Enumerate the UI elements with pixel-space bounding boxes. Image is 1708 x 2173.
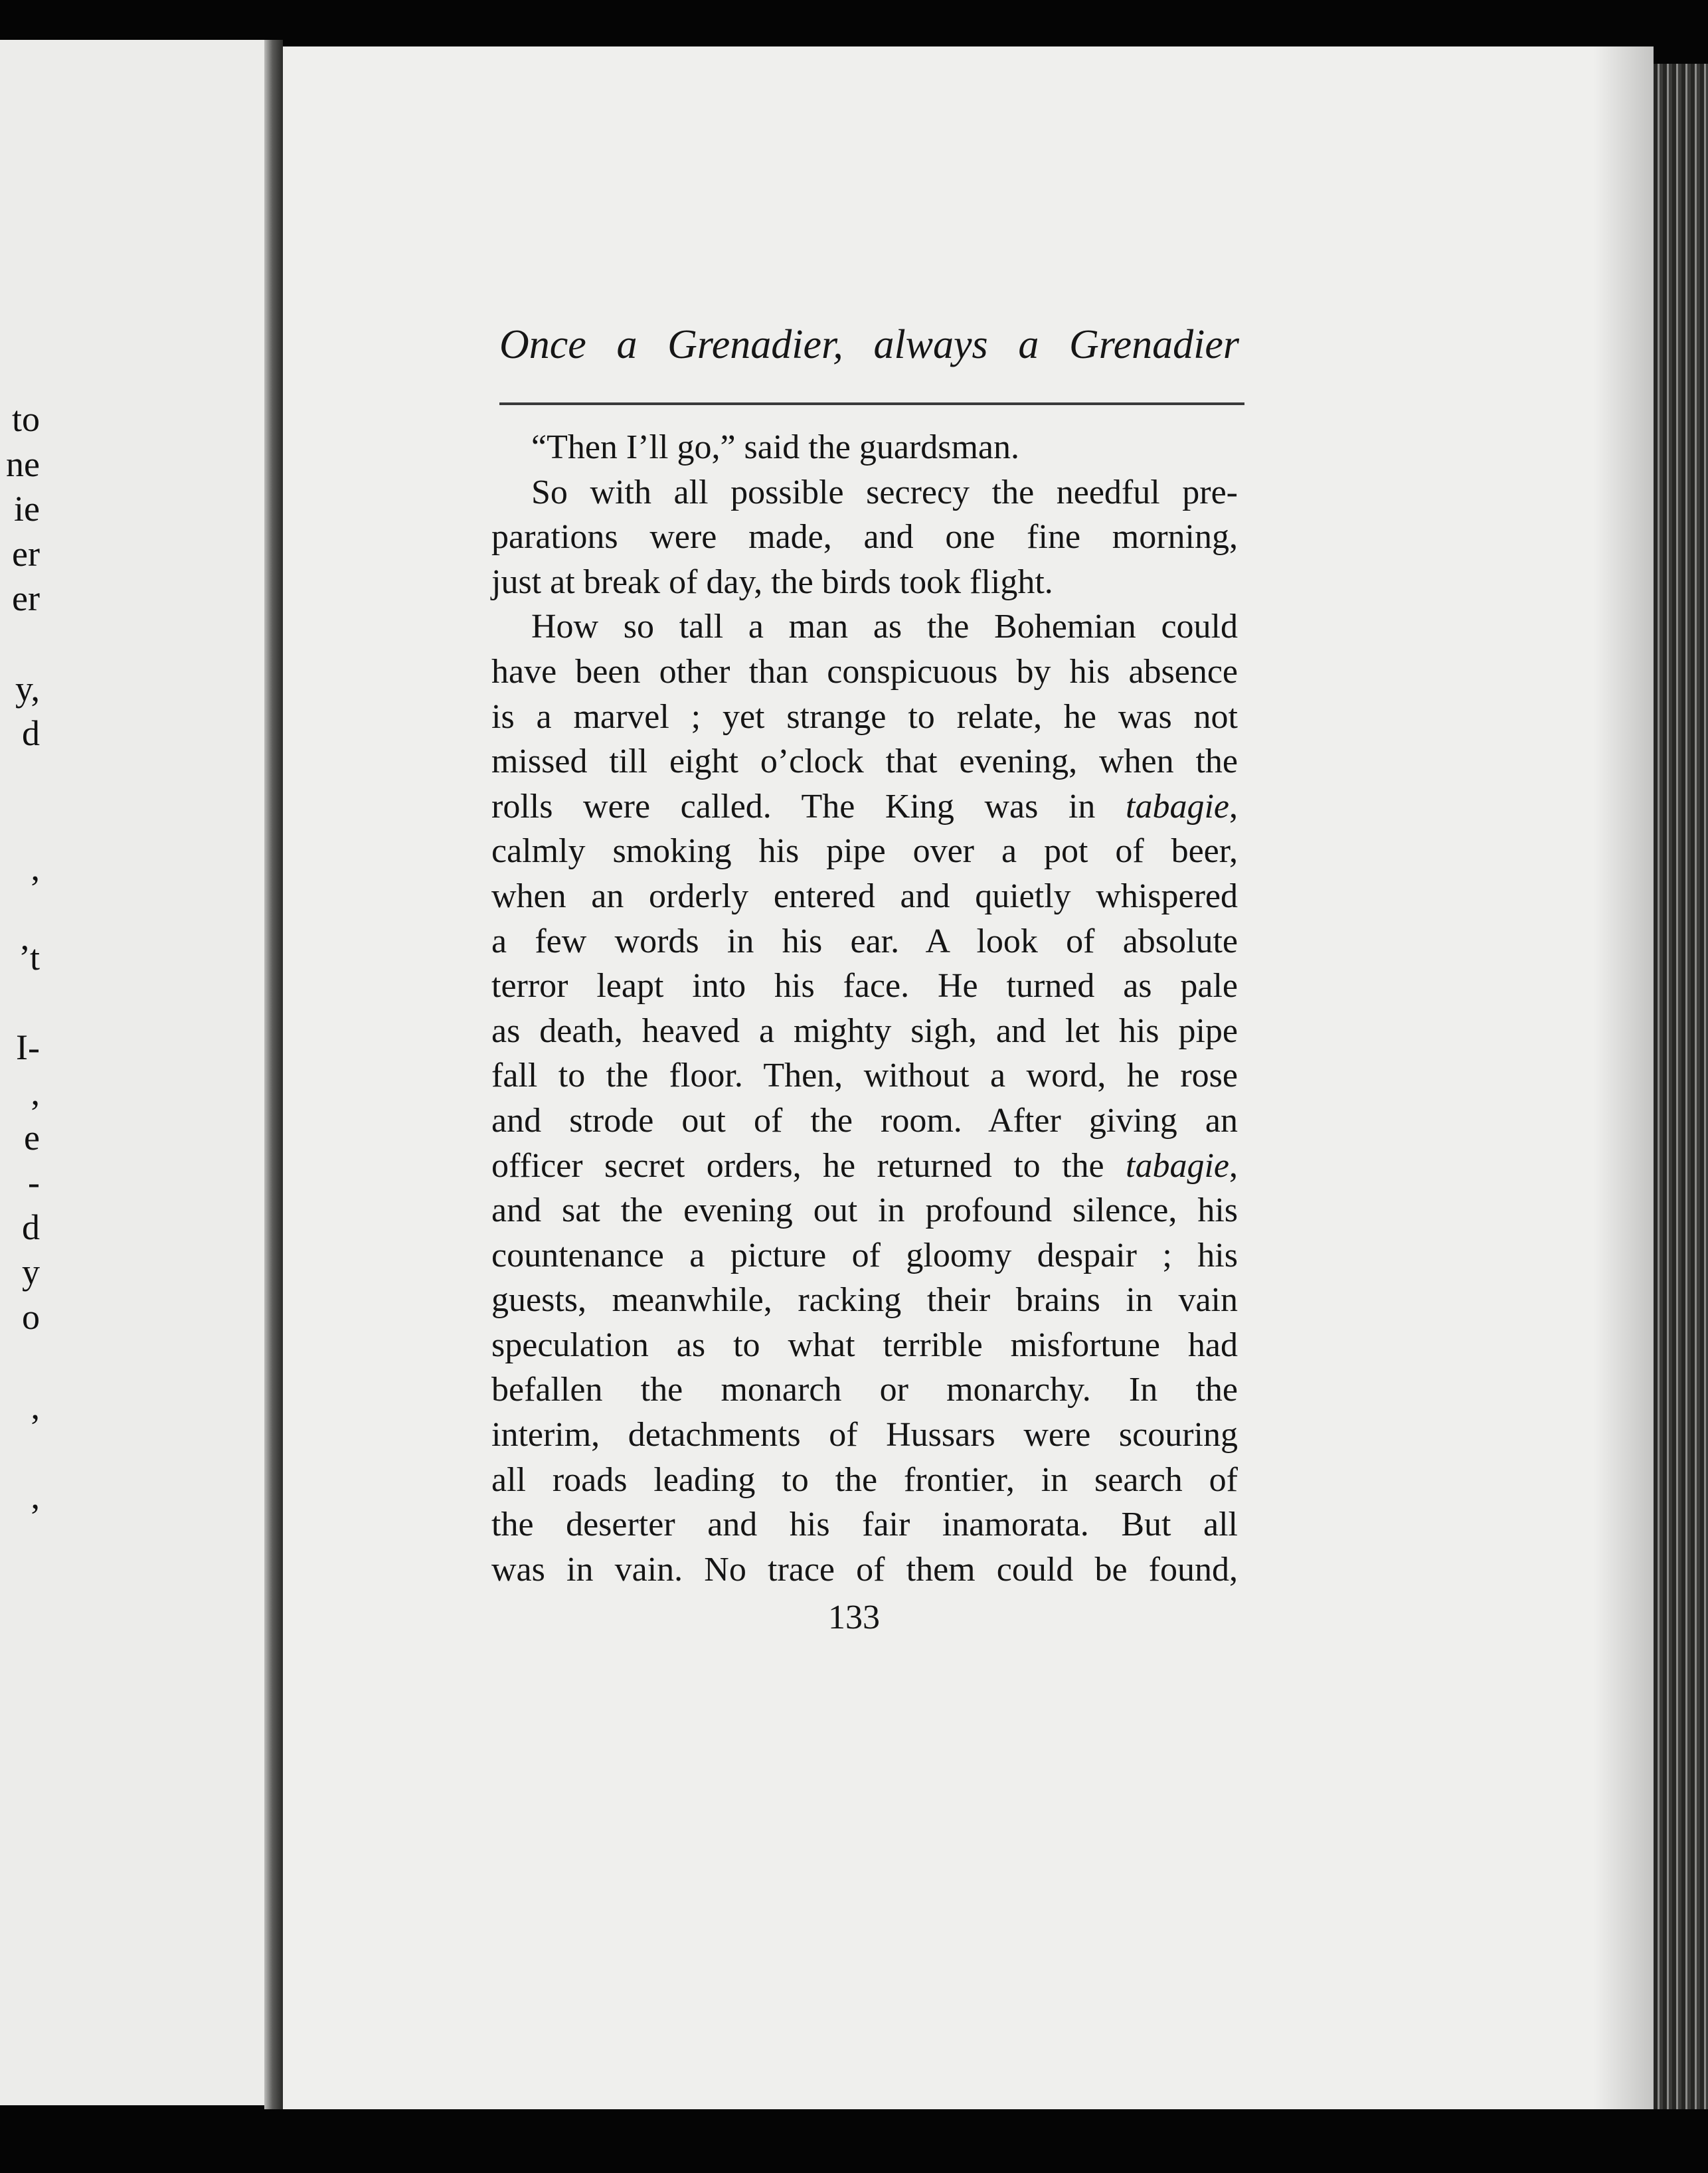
left-page-fragment: er — [12, 578, 40, 619]
body-line: rolls were called. The King was in tabagie, — [491, 787, 1238, 826]
body-text — [491, 425, 1238, 1592]
left-page-fragment: y, — [15, 668, 40, 709]
body-line: parations were made, and one fine morning, — [491, 518, 1238, 557]
left-page-fragment: , — [31, 1476, 40, 1517]
left-page-fragment — [0, 891, 40, 936]
left-page-fragment: , — [31, 847, 40, 888]
body-line: So with all possible secrecy the needful pre- — [531, 473, 1238, 511]
body-line: was in vain. No trace of them could be found, — [491, 1550, 1238, 1589]
left-page-fragment: o — [22, 1296, 40, 1337]
body-line: and sat the evening out in profound silence, his — [491, 1191, 1238, 1230]
left-page-fragment: ie — [14, 489, 40, 529]
body-line: terror leapt into his face. He turned as pale — [491, 967, 1238, 1005]
left-page-fragment — [0, 981, 40, 1026]
body-line: countenance a picture of gloomy despair ; his — [491, 1236, 1238, 1274]
body-line: speculation as to what terrible misfortune had — [491, 1326, 1238, 1364]
body-line: How so tall a man as the Bohemian could — [531, 608, 1238, 646]
body-line: calmly smoking his pipe over a pot of beer, — [491, 832, 1238, 871]
left-page-fragment: ne — [6, 444, 40, 484]
body-line: have been other than conspicuous by his absence — [491, 652, 1238, 691]
left-page-fragment: ’t — [18, 938, 40, 978]
running-head: Once a Grenadier, always a Grenadier — [499, 322, 1239, 367]
bottom-shadow — [219, 2109, 1708, 2173]
left-page-text-fragments — [0, 397, 40, 1520]
body-line: all roads leading to the frontier, in search of — [491, 1460, 1238, 1499]
left-page-fragment — [0, 756, 40, 802]
left-page-fragment: , — [31, 1072, 40, 1112]
body-line: a few words in his ear. A look of absolute — [491, 922, 1238, 960]
book-gutter — [264, 40, 283, 2112]
left-page-fragment: d — [22, 1207, 40, 1247]
left-page-fragment: I- — [16, 1027, 40, 1068]
body-line: just at break of day, the birds took flight. — [491, 563, 1053, 601]
left-page-fragment: - — [28, 1162, 40, 1203]
body-line: “Then I’ll go,” said the guardsman. — [531, 428, 1019, 466]
left-page-fragment: e — [24, 1117, 40, 1158]
left-page-fragment: y — [22, 1252, 40, 1292]
running-head-rule — [499, 402, 1244, 405]
left-page-fragment: d — [22, 713, 40, 754]
page-number: 133 — [828, 1599, 880, 1636]
left-page-fragment — [0, 1340, 40, 1385]
left-page-fragment — [0, 1430, 40, 1475]
body-line: befallen the monarch or monarchy. In the — [491, 1371, 1238, 1409]
body-line: as death, heaved a mighty sigh, and let his pipe — [491, 1011, 1238, 1050]
body-line: officer secret orders, he returned to the tabagie, — [491, 1146, 1238, 1185]
body-line: interim, detachments of Hussars were scouring — [491, 1416, 1238, 1454]
body-line: and strode out of the room. After giving an — [491, 1101, 1238, 1140]
body-line: is a marvel ; yet strange to relate, he was not — [491, 697, 1238, 736]
left-page-fragment: to — [11, 399, 40, 439]
left-page-fragment: , — [31, 1387, 40, 1427]
left-page-fragment — [0, 801, 40, 846]
left-page-fragment — [0, 622, 40, 667]
body-line: when an orderly entered and quietly whispered — [491, 877, 1238, 915]
body-line: the deserter and his fair inamorata. But all — [491, 1506, 1238, 1544]
body-line: fall to the floor. Then, without a word, he rose — [491, 1057, 1238, 1095]
body-line: guests, meanwhile, racking their brains in vain — [491, 1281, 1238, 1320]
page-edges — [1654, 64, 1708, 2116]
left-page-fragment: er — [12, 533, 40, 574]
body-line: missed till eight o’clock that evening, when the — [491, 742, 1238, 781]
